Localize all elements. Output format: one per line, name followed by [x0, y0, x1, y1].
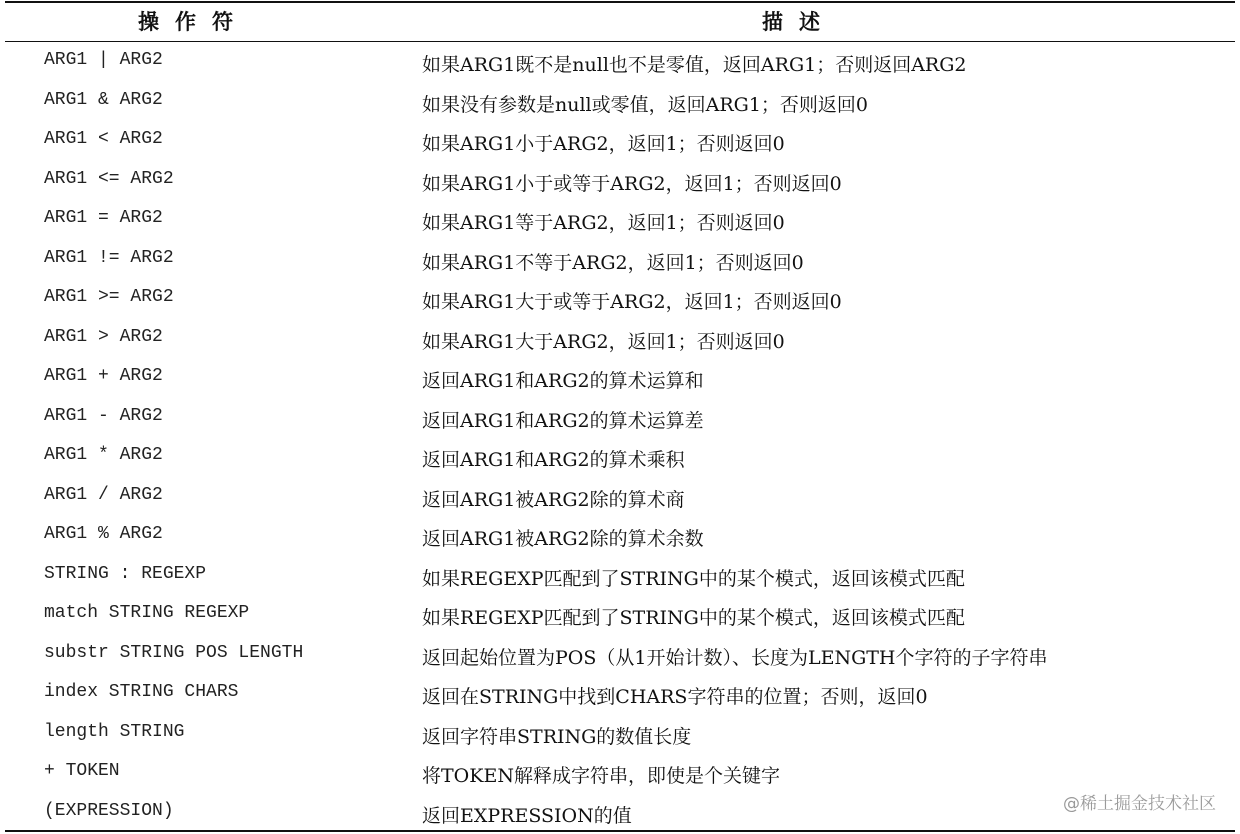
description-cell: 返回字符串STRING的数值长度 [422, 725, 692, 748]
table-row [0, 163, 1240, 203]
table-row [0, 755, 1240, 795]
description-cell: 返回ARG1和ARG2的算术运算和 [422, 370, 704, 392]
operator-cell: ARG1 + ARG2 [44, 366, 163, 386]
header-operator: 操作符 [138, 10, 249, 34]
header-description: 描述 [762, 10, 836, 34]
operator-cell: ARG1 < ARG2 [44, 129, 163, 149]
operator-cell: ARG1 / ARG2 [44, 484, 163, 505]
description-cell: 如果REGEXP匹配到了STRING中的某个模式，返回该模式匹配 [422, 567, 965, 590]
operator-cell: ARG1 > ARG2 [44, 326, 163, 347]
table-row [0, 321, 1240, 361]
operator-cell: ARG1 = ARG2 [44, 208, 163, 228]
table-row [0, 44, 1240, 84]
description-cell: 返回ARG1和ARG2的算术运算差 [422, 409, 704, 432]
table-top-rule [5, 1, 1235, 3]
watermark: @稀土掘金技术社区 [1063, 794, 1216, 814]
description-cell: 返回起始位置为POS（从1开始计数）、长度为LENGTH个字符的子字符串 [422, 646, 1048, 669]
table-row [0, 716, 1240, 756]
table-row [0, 558, 1240, 598]
description-cell: 返回ARG1和ARG2的算术乘积 [422, 449, 685, 471]
operator-cell: ARG1 % ARG2 [44, 524, 163, 544]
operator-cell: ARG1 | ARG2 [44, 50, 163, 70]
description-cell: 如果ARG1大于ARG2，返回1；否则返回0 [422, 330, 785, 353]
operator-cell: ARG1 >= ARG2 [44, 287, 174, 307]
table-row [0, 281, 1240, 321]
operator-cell: index STRING CHARS [44, 682, 239, 702]
operator-cell: (EXPRESSION) [44, 800, 174, 821]
description-cell: 将TOKEN解释成字符串，即使是个关键字 [422, 765, 780, 787]
description-cell: 如果REGEXP匹配到了STRING中的某个模式，返回该模式匹配 [422, 607, 965, 629]
description-cell: 如果ARG1等于ARG2，返回1；否则返回0 [422, 212, 785, 234]
operator-cell: + TOKEN [44, 761, 120, 781]
table-row [0, 795, 1240, 834]
description-cell: 返回EXPRESSION的值 [422, 804, 632, 827]
operator-cell: ARG1 != ARG2 [44, 247, 174, 268]
table-row [0, 84, 1240, 124]
description-cell: 如果ARG1大于或等于ARG2，返回1；否则返回0 [422, 291, 842, 313]
operator-cell: length STRING [44, 721, 185, 742]
table-row [0, 360, 1240, 400]
operator-cell: ARG1 * ARG2 [44, 445, 163, 465]
table-row [0, 597, 1240, 637]
operator-cell: match STRING REGEXP [44, 603, 250, 623]
operator-cell: ARG1 - ARG2 [44, 405, 163, 426]
description-cell: 返回在STRING中找到CHARS字符串的位置；否则，返回0 [422, 686, 928, 708]
description-cell: 如果没有参数是null或零值，返回ARG1；否则返回0 [422, 93, 869, 116]
operator-cell: ARG1 & ARG2 [44, 89, 163, 110]
table-row [0, 637, 1240, 677]
table-row [0, 518, 1240, 558]
description-cell: 返回ARG1被ARG2除的算术商 [422, 488, 685, 511]
table-row [0, 439, 1240, 479]
table-row [0, 479, 1240, 519]
table-row [0, 242, 1240, 282]
table-bottom-rule [5, 830, 1235, 832]
description-cell: 如果ARG1小于或等于ARG2，返回1；否则返回0 [422, 172, 842, 195]
description-cell: 返回ARG1被ARG2除的算术余数 [422, 528, 704, 550]
operator-cell: STRING : REGEXP [44, 563, 207, 584]
description-cell: 如果ARG1不等于ARG2，返回1；否则返回0 [422, 251, 804, 274]
description-cell: 如果ARG1既不是null也不是零值，返回ARG1；否则返回ARG2 [422, 54, 967, 76]
table-row [0, 202, 1240, 242]
header-rule [5, 41, 1235, 42]
table-row [0, 123, 1240, 163]
table-row [0, 400, 1240, 440]
table-row [0, 676, 1240, 716]
operator-cell: ARG1 <= ARG2 [44, 168, 174, 189]
description-cell: 如果ARG1小于ARG2，返回1；否则返回0 [422, 133, 785, 155]
operator-cell: substr STRING POS LENGTH [44, 642, 304, 663]
